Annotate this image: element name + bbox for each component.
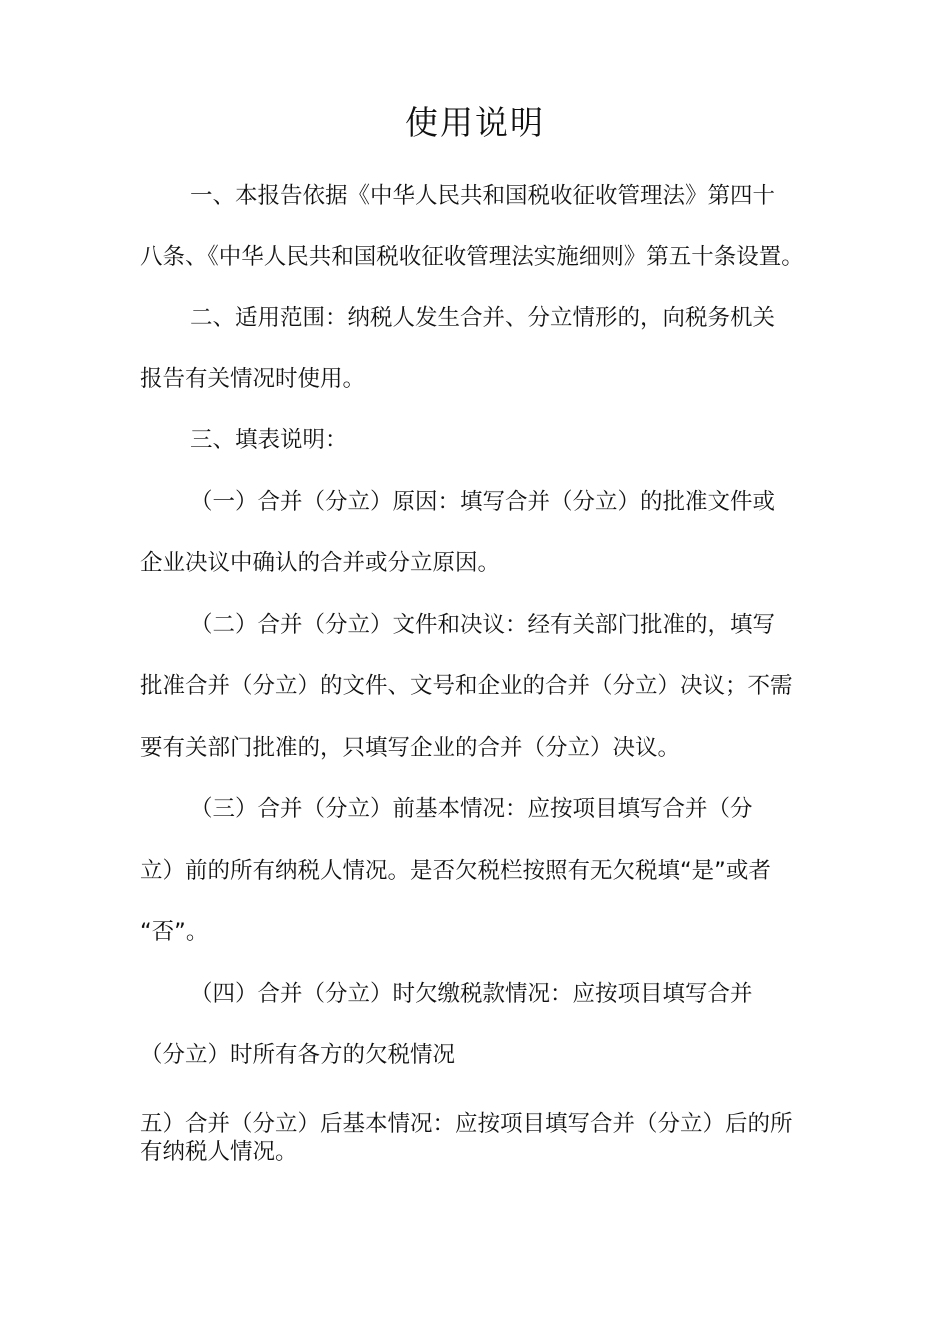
paragraph-line-16: 五）合并（分立）后基本情况：应按项目填写合并（分立）后的所 [140,1111,793,1137]
paragraph-line-11: （三）合并（分立）前基本情况：应按项目填写合并（分 [190,796,753,822]
paragraph-line-15: （分立）时所有各方的欠税情况 [140,1042,456,1068]
paragraph-line-13: “否”。 [140,919,209,945]
paragraph-line-2: 八条、《中华人民共和国税收征收管理法实施细则》第五十条设置。 [140,244,804,270]
paragraph-line-8: （二）合并（分立）文件和决议：经有关部门批准的，填写 [190,612,776,638]
paragraph-line-12: 立）前的所有纳税人情况。是否欠税栏按照有无欠税填“是”或者 [140,858,771,884]
paragraph-line-3: 二、适用范围：纳税人发生合并、分立情形的，向税务机关 [190,305,776,331]
paragraph-line-5: 三、填表说明： [190,427,348,453]
paragraph-line-4: 报告有关情况时使用。 [140,366,366,392]
paragraph-line-6: （一）合并（分立）原因：填写合并（分立）的批准文件或 [190,489,776,515]
paragraph-line-10: 要有关部门批准的，只填写企业的合并（分立）决议。 [140,735,681,761]
paragraph-line-14: （四）合并（分立）时欠缴税款情况：应按项目填写合并 [190,981,753,1007]
paragraph-line-7: 企业决议中确认的合并或分立原因。 [140,550,501,576]
paragraph-line-17: 有纳税人情况。 [140,1139,298,1165]
paragraph-line-1: 一、本报告依据《中华人民共和国税收征收管理法》第四十 [190,183,776,209]
page-title: 使用说明 [405,103,545,142]
paragraph-line-9: 批准合并（分立）的文件、文号和企业的合并（分立）决议；不需 [140,673,793,699]
